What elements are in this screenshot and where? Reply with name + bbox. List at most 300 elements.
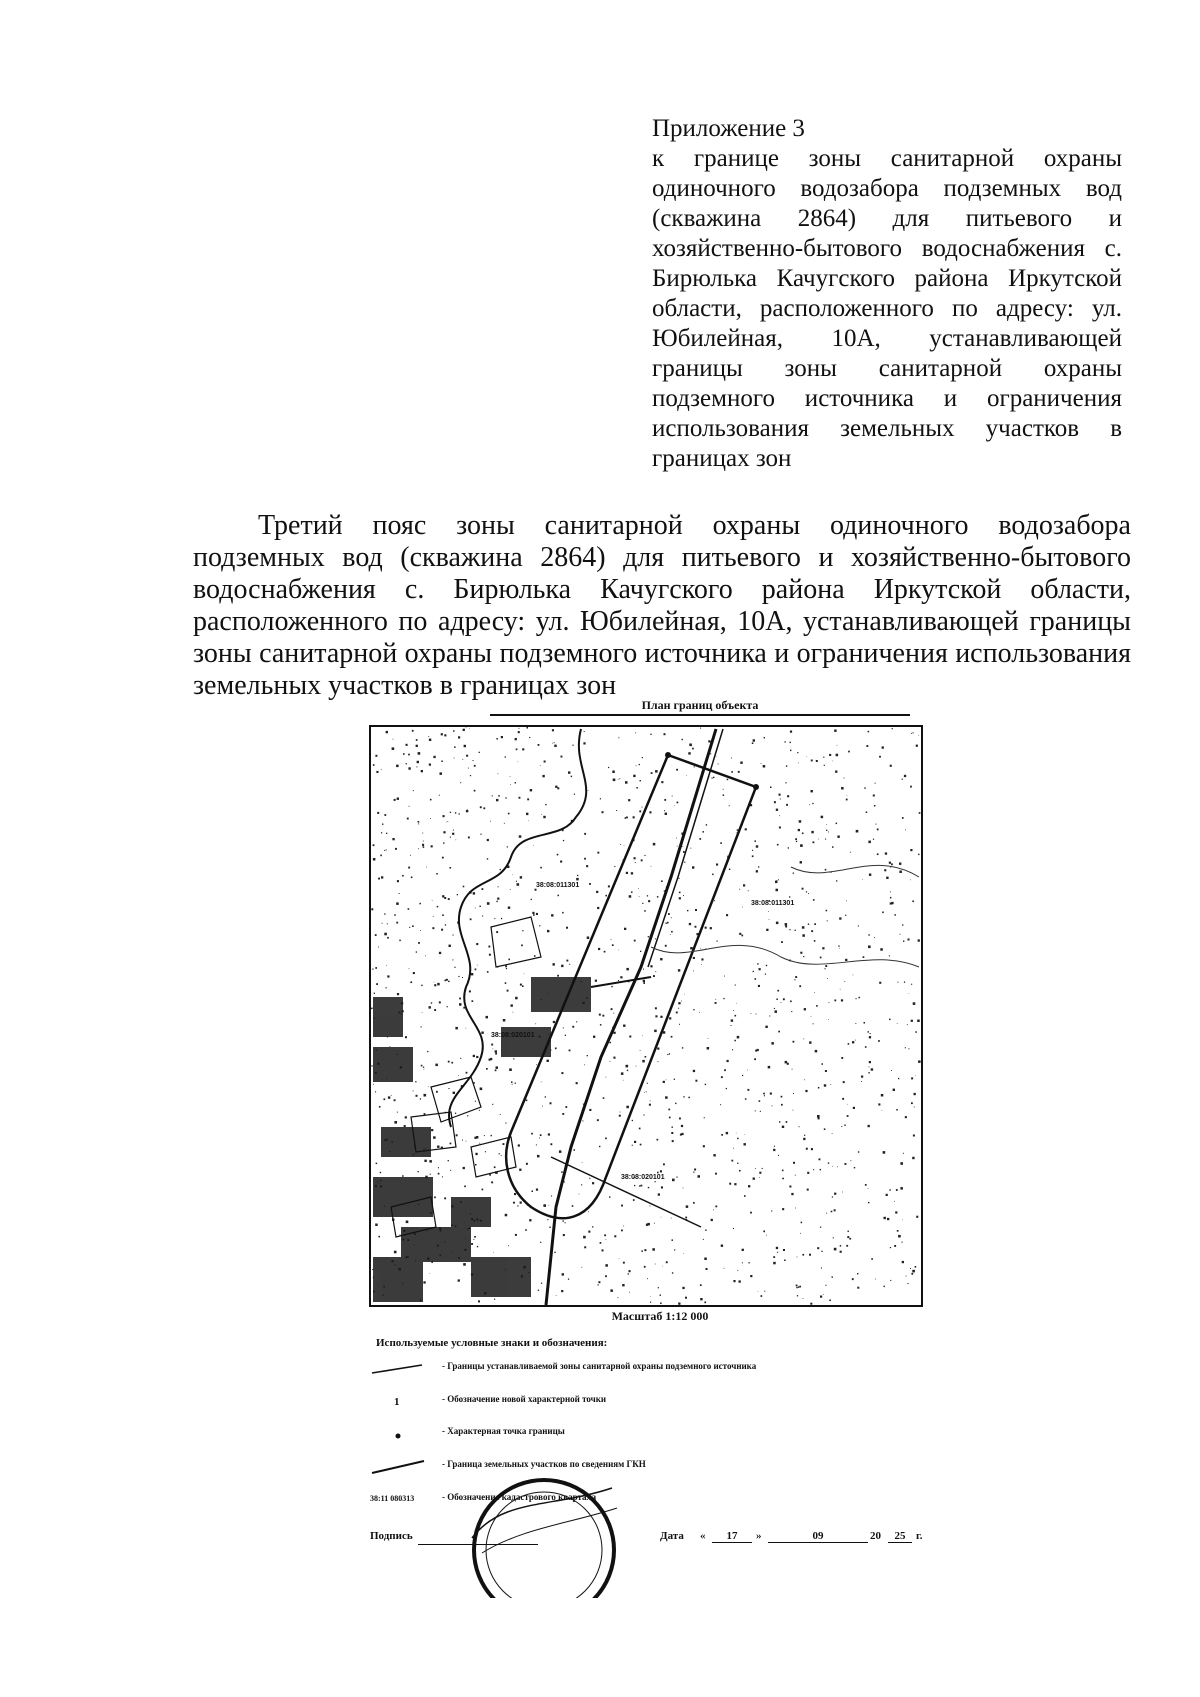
map-speckle [839, 948, 840, 949]
map-speckle [874, 805, 876, 807]
map-speckle [524, 974, 525, 975]
map-speckle [440, 772, 443, 775]
map-speckle [769, 919, 770, 920]
map-speckle [553, 963, 555, 965]
map-speckle [889, 955, 890, 956]
map-speckle [716, 756, 717, 757]
legend-text: - Характерная точка границы [442, 1426, 565, 1436]
map-speckle [415, 1081, 416, 1082]
map-speckle [846, 900, 847, 901]
map-speckle [576, 1021, 577, 1022]
map-speckle [639, 1128, 641, 1130]
map-speckle [503, 1143, 505, 1145]
map-speckle [576, 1082, 578, 1084]
map-speckle [862, 879, 863, 880]
map-speckle [636, 787, 638, 789]
map-speckle [771, 1210, 772, 1211]
map-speckle [543, 1204, 546, 1207]
map-speckle [742, 1249, 744, 1251]
map-speckle [572, 745, 573, 746]
map-speckle [589, 883, 591, 885]
map-speckle [629, 1270, 631, 1272]
map-speckle [811, 930, 813, 932]
map-speckle [732, 1049, 733, 1050]
map-speckle [816, 1005, 818, 1007]
map-speckle [618, 980, 619, 981]
map-speckle [778, 879, 779, 880]
map-speckle [526, 813, 528, 815]
map-speckle [626, 1065, 629, 1068]
map-speckle [441, 761, 443, 763]
map-speckle [787, 795, 789, 797]
map-speckle [563, 1027, 564, 1028]
map-speckle [813, 841, 815, 843]
map-speckle [700, 948, 701, 949]
map-speckle [903, 941, 904, 942]
map-speckle [817, 1247, 819, 1249]
map-speckle [672, 1140, 674, 1142]
map-speckle [724, 1069, 726, 1071]
signature-row [370, 1528, 940, 1552]
legend-item-land-plots [370, 1455, 930, 1477]
map-speckle [519, 835, 522, 838]
map-speckle [542, 1106, 543, 1107]
map-speckle [471, 973, 473, 975]
map-speckle [861, 1076, 863, 1078]
map-speckle [387, 975, 389, 977]
map-speckle [769, 1016, 770, 1017]
map-speckle [421, 985, 422, 986]
map-speckle [515, 738, 517, 740]
map-speckle [919, 812, 921, 814]
map-speckle [571, 776, 572, 777]
map-speckle [791, 1193, 793, 1195]
map-speckle [596, 891, 598, 893]
map-speckle [790, 1001, 792, 1003]
map-speckle [918, 939, 920, 941]
map-speckle [561, 1171, 563, 1173]
map-speckle [844, 778, 845, 779]
appendix-block [652, 114, 1122, 474]
map-speckle [911, 1102, 913, 1104]
map-speckle [497, 898, 499, 900]
map-speckle [756, 1014, 757, 1015]
map-speckle [882, 912, 884, 914]
map-speckle [374, 993, 375, 994]
map-speckle [452, 833, 454, 835]
map-speckle [685, 1217, 687, 1219]
map-speckle [430, 799, 432, 801]
map-speckle [742, 1262, 743, 1263]
map-speckle [890, 897, 892, 899]
map-speckle [429, 1006, 431, 1008]
map-speckle [763, 1231, 765, 1233]
map-speckle [783, 1249, 785, 1251]
map-speckle [438, 1167, 439, 1168]
map-speckle [390, 1046, 391, 1047]
map-speckle [689, 923, 691, 925]
map-speckle [643, 969, 644, 970]
map-speckle [856, 830, 859, 833]
map-speckle [419, 903, 421, 905]
map-speckle [411, 877, 413, 879]
map-speckle [616, 810, 617, 811]
map-speckle [619, 1115, 621, 1117]
map-speckle [708, 1038, 709, 1039]
map-speckle [715, 1206, 717, 1208]
map-speckle [513, 1058, 514, 1059]
map-speckle [647, 1223, 650, 1226]
map-speckle [676, 1177, 677, 1178]
map-speckle [437, 983, 440, 986]
map-speckle [653, 975, 655, 977]
map-speckle [655, 1007, 657, 1009]
map-speckle [913, 732, 914, 733]
map-speckle [522, 930, 523, 931]
map-speckle [747, 1070, 748, 1071]
map-speckle [908, 1283, 909, 1284]
date-label: Дата [660, 1530, 684, 1542]
map-speckle [408, 754, 410, 756]
map-speckle [665, 813, 667, 815]
map-speckle [868, 731, 870, 733]
map-speckle [635, 732, 636, 733]
map-speckle [433, 756, 435, 758]
map-speckle [912, 1270, 915, 1273]
map-speckle [690, 947, 692, 949]
map-speckle [755, 1050, 757, 1052]
map-speckle [790, 731, 792, 733]
map-speckle [813, 899, 815, 901]
map-speckle [450, 867, 452, 869]
map-speckle [913, 1002, 916, 1005]
map-speckle [491, 1044, 493, 1046]
map-speckle [624, 845, 625, 846]
map-speckle [700, 728, 701, 729]
map-speckle [588, 1211, 589, 1212]
map-speckle [832, 1133, 833, 1134]
map-speckle [416, 739, 418, 741]
map-speckle [501, 918, 502, 919]
map-speckle [734, 1040, 736, 1042]
map-speckle [563, 1234, 565, 1236]
map-speckle [434, 982, 435, 983]
map-speckle [677, 846, 678, 847]
map-speckle [458, 976, 459, 977]
map-speckle [693, 1070, 695, 1072]
map-speckle [755, 1168, 756, 1169]
map-speckle [873, 839, 874, 840]
map-speckle [776, 999, 778, 1001]
map-speckle [683, 1096, 684, 1097]
appendix-text: к границе зоны санитарной охраны одиночного водозабора подземных вод (скважина 2864) для питьевого и хозяйственно-бытового водоснабжения с. Бирюлька Качугского района Иркутской области, расположенного по адресу: ул. Юбилейная, 10А, устанавливающей границы зоны санитарной охраны подземного источника и ограничения использования земельных участков в границах зон [652, 145, 1122, 472]
map-speckle [848, 1043, 850, 1045]
map-speckle [835, 771, 837, 773]
map-speckle [413, 790, 414, 791]
map-speckle [423, 846, 425, 848]
map-speckle [811, 760, 813, 762]
map-speckle [621, 1072, 624, 1075]
map-speckle [908, 939, 910, 941]
map-speckle [889, 862, 891, 864]
map-speckle [663, 1081, 665, 1083]
map-speckle [466, 1028, 467, 1029]
map-speckle [902, 1261, 904, 1263]
map-speckle [755, 978, 757, 980]
map-speckle [621, 1230, 623, 1232]
map-speckle [644, 1092, 645, 1093]
map-speckle [454, 758, 455, 759]
map-speckle [900, 934, 901, 935]
map-speckle [810, 1303, 812, 1305]
map-speckle [693, 1172, 694, 1173]
map-speckle [550, 1143, 552, 1145]
map-speckle [828, 1162, 829, 1163]
map-speckle [853, 975, 854, 976]
map-speckle [626, 968, 629, 971]
map-speckle [799, 1286, 801, 1288]
map-speckle [488, 946, 490, 948]
map-speckle [692, 748, 694, 750]
map-speckle [539, 925, 540, 926]
map-speckle [579, 1194, 580, 1195]
map-speckle [713, 1209, 714, 1210]
map-speckle [797, 1257, 798, 1258]
map-speckle [625, 781, 628, 784]
map-speckle [825, 839, 826, 840]
map-speckle [911, 984, 912, 985]
map-speckle [683, 895, 684, 896]
map-speckle [884, 1217, 886, 1219]
map-speckle [421, 770, 423, 772]
legend-title: Используемые условные знаки и обозначения: [376, 1337, 608, 1349]
map-speckle [671, 931, 673, 933]
map-speckle [803, 1298, 804, 1299]
map-speckle [512, 1084, 513, 1085]
map-speckle [536, 913, 538, 915]
map-speckle [763, 765, 766, 768]
map-speckle [459, 998, 461, 1000]
map-speckle [566, 960, 568, 962]
map-speckle [555, 1048, 557, 1050]
map-speckle [849, 1238, 851, 1240]
map-speckle [693, 957, 695, 959]
map-speckle [482, 888, 484, 890]
map-speckle [826, 910, 828, 912]
plan-title: План границ объекта [641, 698, 759, 712]
map-speckle [406, 763, 407, 764]
map-speckle [654, 1223, 655, 1224]
boundary-point [753, 784, 759, 790]
map-speckle [805, 1090, 807, 1092]
map-speckle [756, 845, 758, 847]
map-speckle [386, 731, 388, 733]
map-speckle [409, 806, 410, 807]
map-speckle [795, 930, 796, 931]
map-speckle [784, 1260, 786, 1262]
map-speckle [639, 896, 640, 897]
map-speckle [836, 880, 837, 881]
map-speckle [623, 1226, 624, 1227]
map-speckle [480, 1088, 483, 1091]
map-speckle [666, 1080, 667, 1081]
map-speckle [777, 844, 779, 846]
map-speckle [770, 1093, 772, 1095]
map-speckle [894, 914, 896, 916]
map-speckle [781, 1002, 782, 1003]
map-speckle [779, 827, 781, 829]
map-speckle [565, 1035, 566, 1036]
map-speckle [868, 841, 871, 844]
map-speckle [758, 866, 759, 867]
map-speckle [744, 1195, 746, 1197]
map-speckle [834, 1209, 836, 1211]
map-speckle [439, 952, 441, 954]
map-speckle [796, 841, 797, 842]
map-speckle [658, 1193, 660, 1195]
map-speckle [447, 1006, 448, 1007]
map-speckle [904, 775, 906, 777]
map-speckle [442, 914, 444, 916]
date-year-prefix: 20 [870, 1530, 881, 1542]
map-speckle [762, 1168, 763, 1169]
map-speckle [815, 1050, 818, 1053]
map-speckle [727, 1060, 729, 1062]
map-speckle [416, 951, 417, 952]
map-speckle [644, 1114, 645, 1115]
map-speckle [392, 747, 395, 750]
map-speckle [832, 846, 834, 848]
map-speckle [629, 1036, 631, 1038]
map-speckle [830, 1084, 831, 1085]
map-speckle [739, 933, 741, 935]
map-speckle [681, 1001, 682, 1002]
map-speckle [584, 858, 586, 860]
boundary-point [665, 752, 671, 758]
map-speckle [530, 789, 532, 791]
map-speckle [800, 1233, 801, 1234]
map-speckle [793, 1110, 794, 1111]
map-speckle [373, 844, 375, 846]
map-speckle [618, 737, 619, 738]
map-speckle [408, 767, 410, 769]
map-speckle [371, 1008, 373, 1010]
map-speckle [797, 752, 798, 753]
map-speckle [800, 861, 802, 863]
map-speckle [825, 965, 827, 967]
map-speckle [776, 889, 779, 892]
map-speckle [893, 1089, 895, 1091]
map-speckle [611, 939, 612, 940]
map-speckle [453, 935, 454, 936]
map-speckle [894, 1245, 896, 1247]
map-speckle [850, 852, 851, 853]
map-speckle [803, 1039, 804, 1040]
map-speckle [899, 871, 902, 874]
map-speckle [821, 1251, 822, 1252]
map-speckle [824, 1084, 826, 1086]
map-speckle [508, 907, 510, 909]
map-speckle [487, 858, 488, 859]
map-speckle [737, 1270, 738, 1271]
map-speckle [802, 926, 805, 929]
map-speckle [789, 896, 790, 897]
map-speckle [672, 1272, 673, 1273]
map-speckle [408, 867, 410, 869]
map-speckle [660, 1016, 662, 1018]
map-speckle [587, 937, 590, 940]
map-speckle [644, 855, 645, 856]
map-speckle [814, 992, 815, 993]
map-speckle [547, 1219, 548, 1220]
map-speckle [721, 1245, 723, 1247]
map-speckle [834, 1000, 836, 1002]
map-speckle [737, 1036, 740, 1039]
map-speckle [384, 814, 386, 816]
map-speckle [755, 840, 757, 842]
map-speckle [633, 816, 635, 818]
map-speckle [498, 795, 500, 797]
map-speckle [602, 1015, 604, 1017]
map-speckle [664, 733, 666, 735]
legend-item-zone-boundary [370, 1357, 930, 1379]
map-speckle [477, 965, 478, 966]
map-speckle [666, 923, 667, 924]
map-speckle [520, 876, 522, 878]
map-speckle [756, 870, 758, 872]
map-speckle [519, 728, 520, 729]
map-speckle [731, 771, 733, 773]
map-speckle [626, 872, 628, 874]
map-speckle [586, 865, 588, 867]
map-speckle [474, 790, 476, 792]
map-speckle [757, 963, 758, 964]
map-speckle [614, 1032, 616, 1034]
map-speckle [793, 1093, 794, 1094]
map-speckle [495, 1070, 497, 1072]
map-speckle [674, 1079, 675, 1080]
map-speckle [740, 762, 742, 764]
parcel-label: 38:08:011301 [751, 900, 795, 907]
land-plot-boundary-symbol [370, 1455, 430, 1477]
map-speckle [417, 761, 419, 763]
map-speckle [737, 1138, 739, 1140]
map-speckle [891, 1070, 892, 1071]
map-speckle [614, 1235, 616, 1237]
map-speckle [538, 1290, 539, 1291]
map-speckle [900, 1187, 903, 1190]
map-speckle [823, 1294, 824, 1295]
map-speckle [852, 1278, 854, 1280]
map-speckle [671, 1036, 673, 1038]
map-speckle [455, 1027, 458, 1030]
map-speckle [583, 1236, 586, 1239]
map-speckle [674, 1249, 675, 1250]
map-speckle [498, 886, 499, 887]
map-speckle [814, 923, 816, 925]
map-speckle [825, 1285, 826, 1286]
map-speckle [633, 1199, 635, 1201]
map-speckle [721, 1076, 723, 1078]
map-speckle [806, 891, 807, 892]
map-speckle [466, 727, 467, 728]
map-speckle [820, 1227, 821, 1228]
map-speckle [542, 775, 544, 777]
map-speckle [811, 1148, 813, 1150]
map-speckle [559, 1150, 562, 1153]
map-speckle [644, 1266, 646, 1268]
map-speckle [569, 964, 570, 965]
